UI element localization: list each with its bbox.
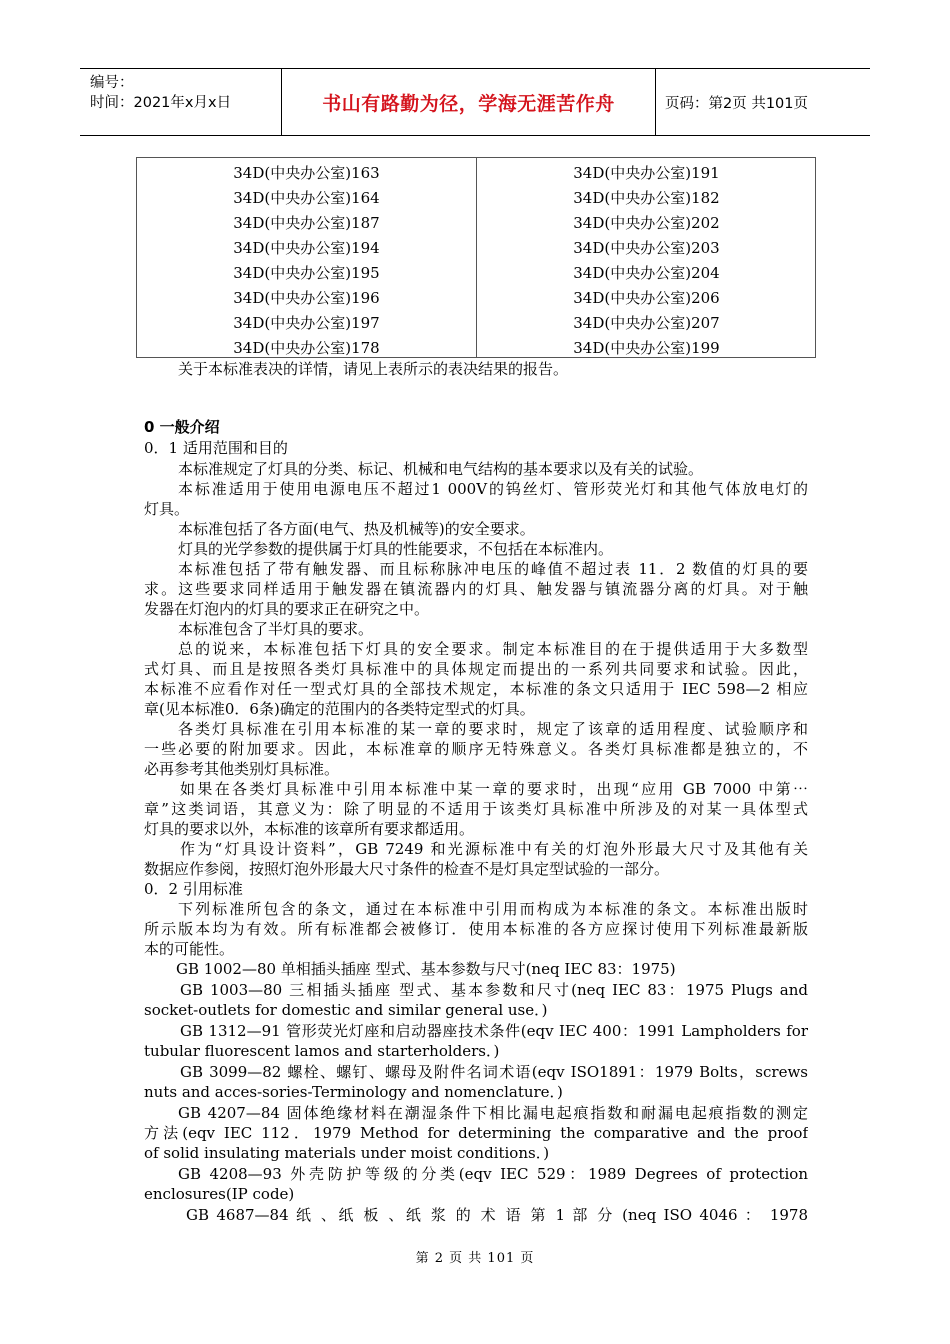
table-cell: 34D(中央办公室)203	[573, 239, 720, 257]
text-line: 本的可能性。	[144, 940, 235, 958]
header-motto: 书山有路勤为径，学海无涯苦作舟	[282, 69, 656, 135]
text-line: 本标准包含了半灯具的要求。	[178, 620, 374, 638]
text-line: 总的说来，本标准包括下灯具的安全要求。制定本标准目的在于提供适用于大多数型	[178, 640, 808, 658]
table-cell: 34D(中央办公室)182	[573, 189, 720, 207]
reference-entry: GB 4208—93 外壳防护等级的分类(eqv IEC 529：1989 Degrees of protection	[178, 1165, 808, 1183]
table-cell: 34D(中央办公室)191	[573, 164, 720, 182]
page-header	[80, 68, 870, 136]
table-cell: 34D(中央办公室)195	[233, 264, 380, 282]
text-line: 灯具的要求以外，本标准的该章所有要求都适用。	[144, 820, 475, 838]
header-meta	[80, 69, 282, 135]
text-line: 本标准适用于使用电源电压不超过1 000V的钨丝灯、管形荧光灯和其他气体放电灯的	[178, 480, 808, 498]
text-line: 发器在灯泡内的灯具的要求正在研究之中。	[144, 600, 430, 618]
reference-entry: GB 1312—91 管形荧光灯座和启动器座技术条件(eqv IEC 400：1991 Lampholders for	[180, 1022, 808, 1040]
table-cell: 34D(中央办公室)164	[233, 189, 380, 207]
reference-entry: enclosures(IP code)	[144, 1185, 295, 1203]
table-cell: 34D(中央办公室)197	[233, 314, 380, 332]
document-number-label: 编号：	[90, 75, 134, 91]
table-cell: 34D(中央办公室)196	[233, 289, 380, 307]
table-column-left	[137, 161, 476, 361]
reference-entry: GB 1003—80 三相插头插座 型式、基本参数和尺寸(neq IEC 83：1975 Plugs and	[180, 981, 808, 999]
vote-table	[136, 157, 816, 358]
text-line: 章(见本标准0．6条)确定的范围内的各类特定型式的灯具。	[144, 700, 535, 718]
reference-entry: of solid insulating materials under moist conditions．)	[144, 1144, 550, 1162]
table-cell: 34D(中央办公室)163	[233, 164, 380, 182]
text-line: 灯具。	[144, 500, 190, 518]
text-line: 如果在各类灯具标准中引用本标准中某一章的要求时，出现“应用 GB 7000 中第⋯	[180, 780, 808, 798]
text-line: 本标准不应看作对任一型式灯具的全部技术规定，本标准的条文只适用于 IEC 598—2 相应	[144, 680, 808, 698]
table-column-right	[477, 161, 816, 361]
text-line: 关于本标准表决的详情，请见上表所示的表决结果的报告。	[178, 360, 569, 378]
document-date: 时间：2021年x月x日	[90, 95, 232, 111]
text-line: 本标准规定了灯具的分类、标记、机械和电气结构的基本要求以及有关的试验。	[178, 460, 704, 478]
text-line: 作为“灯具设计资料”，GB 7249 和光源标准中有关的灯泡外形最大尺寸及其他有关	[180, 840, 808, 858]
page-footer: 第 2 页 共 101 页	[415, 1251, 535, 1266]
text-line: 下列标准所包含的条文，通过在本标准中引用而构成为本标准的条文。本标准出版时	[178, 900, 808, 918]
table-cell: 34D(中央办公室)206	[573, 289, 720, 307]
text-line: 必再参考其他类别灯具标准。	[144, 760, 340, 778]
header-page-info: 页码：第2页 共101页	[665, 95, 809, 112]
table-cell: 34D(中央办公室)187	[233, 214, 380, 232]
reference-entry: socket-outlets for domestic and similar general use．)	[144, 1001, 548, 1019]
table-cell: 34D(中央办公室)202	[573, 214, 720, 232]
reference-entry: nuts and acces-sories-Terminology and nomenclature．)	[144, 1083, 563, 1101]
reference-entry: GB 4687—84 纸 、纸 板 、纸 浆 的 术 语 第 1 部 分 (neq ISO 4046 ： 1978	[186, 1206, 808, 1224]
table-cell: 34D(中央办公室)207	[573, 314, 720, 332]
table-cell: 34D(中央办公室)199	[573, 339, 720, 357]
text-line: 一些必要的附加要求。因此，本标准章的顺序无特殊意义。各类灯具标准都是独立的，不	[144, 740, 808, 758]
subsection-heading: 0．1 适用范围和目的	[144, 439, 288, 457]
table-cell: 34D(中央办公室)178	[233, 339, 380, 357]
subsection-heading: 0．2 引用标准	[144, 880, 243, 898]
text-line: 数据应作参阅，按照灯泡外形最大尺寸条件的检查不是灯具定型试验的一部分。	[144, 860, 670, 878]
text-line: 灯具的光学参数的提供属于灯具的性能要求，不包括在本标准内。	[178, 540, 614, 558]
text-line: 所示版本均为有效。所有标准都会被修订．使用本标准的各方应探讨使用下列标准最新版	[144, 920, 808, 938]
table-cell: 34D(中央办公室)204	[573, 264, 720, 282]
table-cell: 34D(中央办公室)194	[233, 239, 380, 257]
text-line: 章”这类词语，其意义为：除了明显的不适用于该类灯具标准中所涉及的对某一具体型式	[144, 800, 808, 818]
reference-entry: GB 4207—84 固体绝缘材料在潮湿条件下相比漏电起痕指数和耐漏电起痕指数的测定	[178, 1104, 808, 1122]
reference-entry: 方法(eqv IEC 112．1979 Method for determining the comparative and the proof	[144, 1124, 808, 1142]
text-line: 式灯具、而且是按照各类灯具标准中的具体规定而提出的一系列共同要求和试验。因此，	[144, 660, 808, 678]
section-heading: 0 一般介绍	[144, 418, 220, 436]
reference-entry: GB 1002—80 单相插头插座 型式、基本参数与尺寸(neq IEC 83：1975)	[176, 960, 676, 978]
reference-entry: GB 3099—82 螺栓、螺钉、螺母及附件名词术语(eqv ISO1891：1979 Bolts，screws	[180, 1063, 808, 1081]
text-line: 求。这些要求同样适用于触发器在镇流器内的灯具、触发器与镇流器分离的灯具。对于触	[144, 580, 808, 598]
text-line: 本标准包括了带有触发器、而且标称脉冲电压的峰值不超过表 11．2 数值的灯具的要	[178, 560, 808, 578]
text-line: 各类灯具标准在引用本标准的某一章的要求时，规定了该章的适用程度、试验顺序和	[178, 720, 808, 738]
text-line: 本标准包括了各方面(电气、热及机械等)的安全要求。	[178, 520, 535, 538]
reference-entry: tubular fluorescent lamos and starterholders．)	[144, 1042, 500, 1060]
